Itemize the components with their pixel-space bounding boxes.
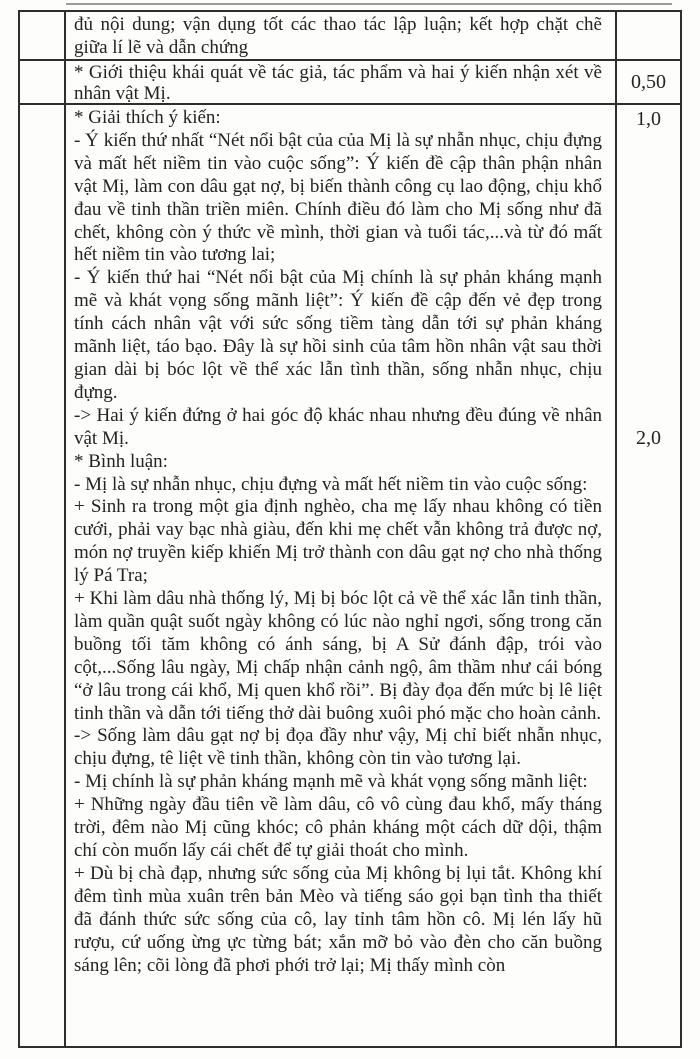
table-row: [20, 105, 680, 1046]
paragraph: + Những ngày đầu tiên về làm dâu, cô vô cùng đau khổ, mấy tháng trời, đêm nào Mị cũng khóc; cô phản kháng một cách dữ dội, thậm chí còn muốn lấy cái chết để tự giải thoát cho mình.: [74, 794, 602, 861]
score-value: 0,50: [631, 70, 666, 93]
paragraph: -> Sống làm dâu gạt nợ bị đọa đầy như vậy, Mị chỉ biết nhẫn nhục, chịu đựng, tê liệt về tinh thần, không còn tin vào tương lại.: [74, 725, 602, 770]
score-cell: [617, 12, 680, 59]
index-cell: [20, 61, 66, 103]
score-cell: [617, 61, 680, 103]
paragraph: + Dù bị chà đạp, nhưng sức sống của Mị không bị lụi tắt. Không khí đêm tình mùa xuân trên bản Mèo và tiếng sáo gọi bạn tình tha thiết đã đánh thức sức sống của cô, lay tỉnh tâm hồn cô. Mị lén lấy hũ rượu, cứ uống ừng ực từng bát; xắn mỡ bỏ vào đèn cho căn buồng sáng lên; cõi lòng đã phơi phới trở lại; Mị thấy mình còn: [74, 862, 602, 976]
paragraph: * Bình luận:: [74, 450, 168, 472]
table-row: [20, 12, 680, 61]
paragraph: * Giới thiệu khái quát về tác giả, tác phẩm và hai ý kiến nhận xét về nhân vật Mị.: [74, 62, 602, 103]
score-value: 1,0: [636, 108, 661, 130]
score-cell: [617, 105, 680, 1046]
index-cell: [20, 105, 66, 1046]
paragraph: - Mị chính là sự phản kháng mạnh mẽ và khát vọng sống mãnh liệt:: [74, 771, 588, 793]
paragraph: - Ý kiến thứ hai “Nét nổi bật của Mị chính là sự phản kháng mạnh mẽ và khát vọng sống mãnh liệt”: Ý kiến đề cập đến vẻ đẹp trong tính cách nhân vật với sức sống tiềm tàng dẫn tới sự phản kháng mãnh liệt, táo bạo. Đây là sự hồi sinh của tâm hồn nhân vật sau thời gian dài bị bóc lột về thể xác lẫn tình thần, sống nhẫn nhục, chịu đựng.: [74, 267, 602, 403]
paragraph: - Mị là sự nhẫn nhục, chịu đựng và mất hết niềm tin vào cuộc sống:: [74, 473, 588, 495]
answer-key-table: [18, 10, 682, 1048]
score-value: 2,0: [636, 427, 661, 449]
table-row: [20, 61, 680, 105]
paragraph: -> Hai ý kiến đứng ở hai góc độ khác nhau nhưng đều đúng về nhân vật Mị.: [74, 404, 602, 449]
index-cell: [20, 12, 66, 59]
paragraph: đủ nội dung; vận dụng tốt các thao tác lập luận; kết hợp chặt chẽ giữa lí lẽ và dẫn chứng: [74, 14, 602, 58]
paragraph: + Sinh ra trong một gia định nghèo, cha mẹ lấy nhau không có tiền cưới, phải vay bạc nhà giàu, đến khi mẹ chết vẫn không trả được nợ, món nợ truyền kiếp khiến Mị trở thành con dâu gạt nợ cho nhà thống lý Pá Tra;: [74, 496, 602, 587]
content-cell: [66, 61, 617, 103]
content-cell: [66, 12, 617, 59]
paragraph: + Khi làm dâu nhà thống lý, Mị bị bóc lột cả về thể xác lẫn tinh thần, làm quần quật suốt ngày không có lúc nào nghỉ ngơi, sống trong căn buồng tối tăm không có ánh sáng, bị A Sử đánh đập, trói vào cột,...Sống lâu ngày, Mị chấp nhận cảnh ngộ, âm thầm như cái bóng “ở lâu trong cái khổ, Mị quen khổ rồi”. Bị đày đọa đến mức bị lê liệt tinh thần và dẫn tới tiếng thở dài buông xuôi phó mặc cho hoàn cảnh.: [74, 588, 602, 724]
content-cell: [66, 105, 617, 1046]
paragraph: - Ý kiến thứ nhất “Nét nổi bật của của Mị là sự nhẫn nhục, chịu đựng và mất hết niềm tin vào cuộc sống”: Ý kiến đề cập thân phận nhân vật Mị, làm con dâu gạt nợ, bị biến thành công cụ lao động, chịu khổ đau về tinh thần triền miên. Chính điều đó làm cho Mị sống như đã chết, không còn ý thức về mình, thời gian và tuổi tác,...và từ đó mất hết niềm tin vào tương lai;: [74, 129, 602, 266]
paragraph: * Giải thích ý kiến:: [74, 107, 221, 128]
scan-artifact-line: [66, 3, 672, 5]
